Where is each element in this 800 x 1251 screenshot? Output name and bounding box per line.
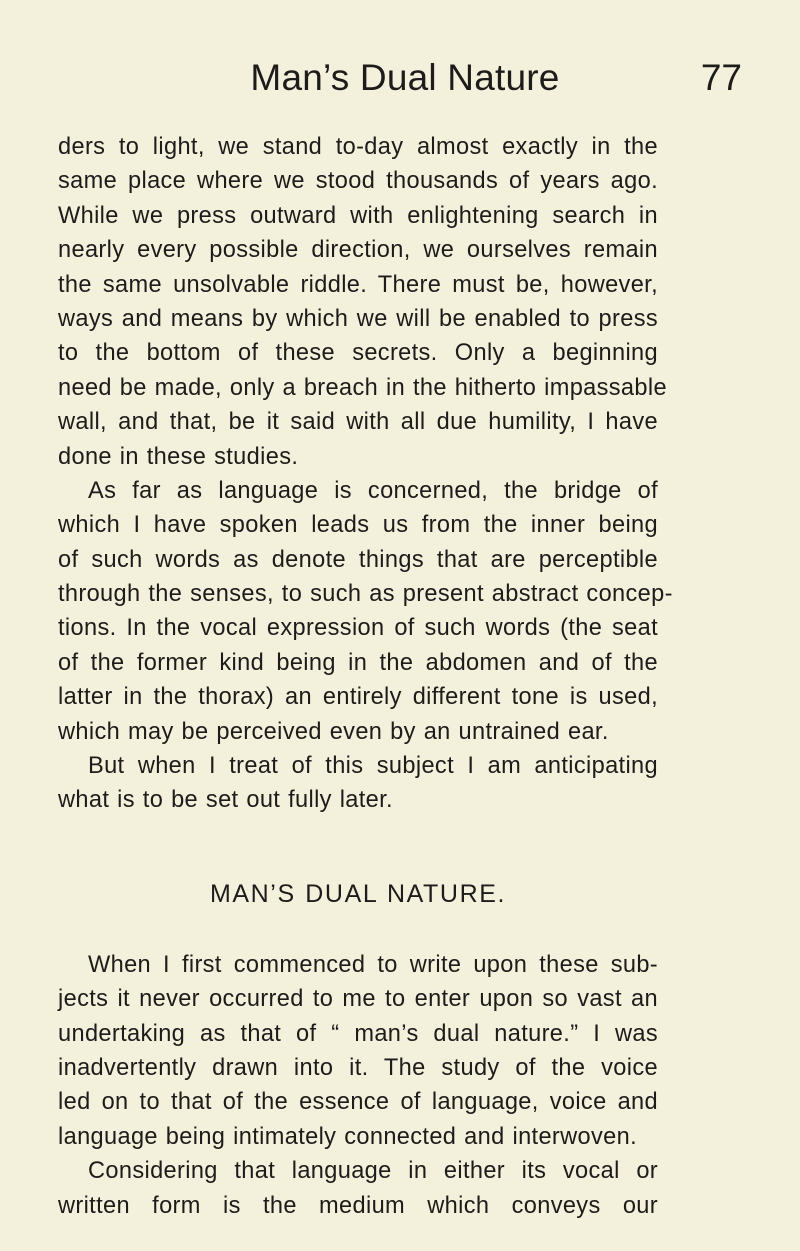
text-line: the same unsolvable riddle. There must be, however, (58, 271, 658, 298)
text-line: same place where we stood thousands of years ago. (58, 168, 658, 195)
text-line: language being intimately connected and interwoven. (58, 1123, 637, 1150)
text-line: what is to be set out fully later. (58, 787, 393, 814)
text-line: Considering that language in either its vocal or (88, 1158, 658, 1185)
text-line: which may be perceived even by an untrained ear. (58, 718, 609, 745)
text-line: wall, and that, be it said with all due humility, I have (58, 409, 658, 436)
text-line: done in these studies. (58, 443, 299, 470)
text-line: jects it never occurred to me to enter upon so vast an (58, 986, 658, 1013)
page-number: 77 (700, 57, 742, 98)
text-line: latter in the thorax) an entirely different tone is used, (58, 684, 658, 711)
text-line: undertaking as that of “ man’s dual nature.” I was (58, 1020, 658, 1047)
text-line: through the senses, to such as present abstract concep- (58, 581, 673, 608)
text-line: ders to light, we stand to-day almost exactly in the (58, 134, 658, 160)
text-line: of the former kind being in the abdomen and of the (58, 649, 658, 676)
text-line: of such words as denote things that are perceptible (58, 546, 658, 573)
running-head (60, 54, 750, 114)
text-line: But when I treat of this subject I am anticipating (88, 753, 658, 780)
text-line: written form is the medium which conveys our (58, 1192, 658, 1219)
text-line: When I first commenced to write upon these sub- (88, 951, 658, 978)
text-line: led on to that of the essence of language, voice and (58, 1089, 658, 1116)
text-line: to the bottom of these secrets. Only a beginning (58, 340, 658, 367)
text-line: As far as language is concerned, the bridge of (88, 477, 658, 504)
text-line: ways and means by which we will be enabled to press (58, 305, 658, 332)
text-line: which I have spoken leads us from the inner being (58, 512, 658, 539)
running-head-title: Man’s Dual Nature (250, 57, 560, 98)
text-line: need be made, only a breach in the hitherto impassable (58, 374, 667, 401)
text-line: tions. In the vocal expression of such words (the seat (58, 615, 658, 642)
text-line: While we press outward with enlightening search in (58, 202, 658, 229)
text-line: nearly every possible direction, we ourselves remain (58, 237, 658, 264)
section-heading: MAN’S DUAL NATURE. (209, 879, 507, 908)
text-line: inadvertently drawn into it. The study of the voice (58, 1054, 658, 1081)
body-text (58, 130, 673, 1223)
